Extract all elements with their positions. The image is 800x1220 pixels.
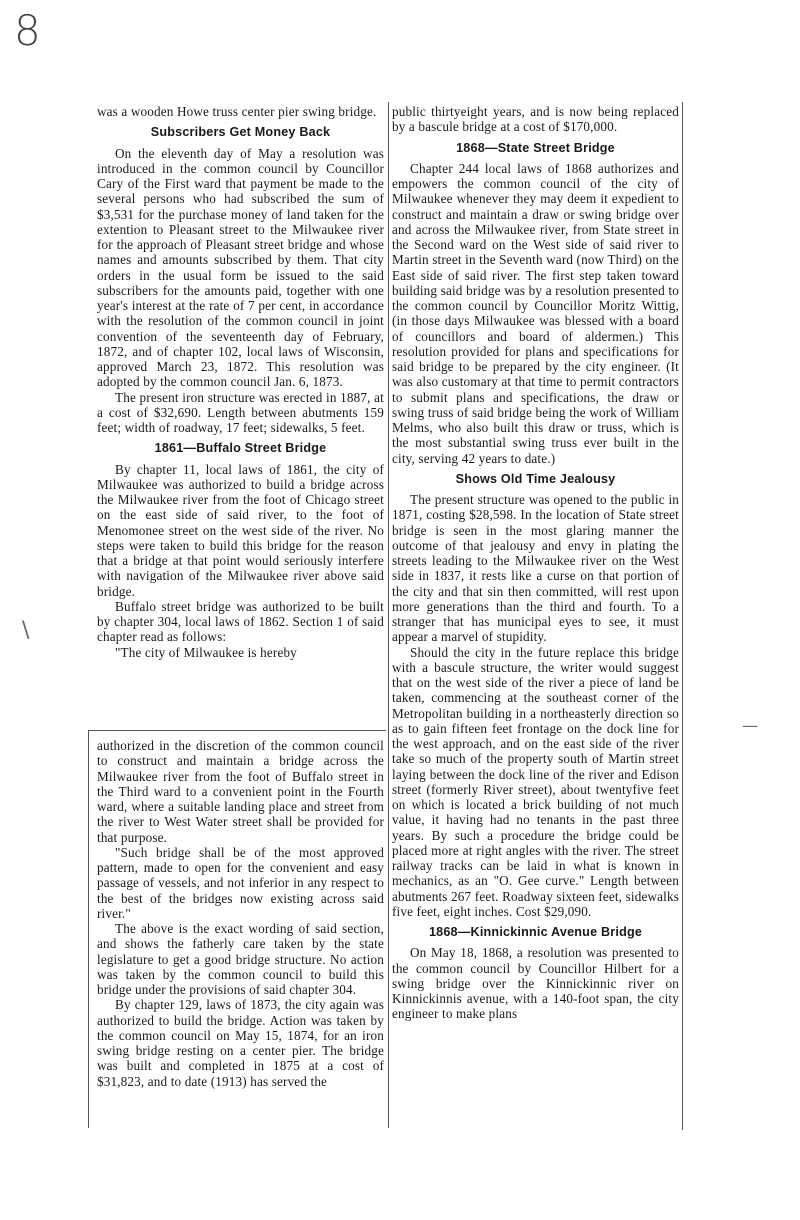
- section-heading: 1868—Kinnickinnic Avenue Bridge: [428, 925, 643, 939]
- paragraph: Chapter 244 local laws of 1868 authorizes and empowers the common council of the city of Milwaukee whenever they may deem it expedient to construct and maintain a draw or swing bridge over and across the Milwaukee river, from State street in the Second ward on the West side of said river to Martin street in the Seventh ward (now Third) on the East side of said river. The first step taken toward building said bridge was by a resolution presented to the common council by Councillor Moritz Wittig, (in those days Milwaukee was blessed with a board of councillors and board of aldermen.) This resolution provided for plans and specifications for said bridge to be prepared by the city engineer. (It was also customary at that time to permit contractors to submit plans and specifications, the draw or swing truss of said bridge being the work of William Melms, who also built this draw or truss, which is the most substantial swing truss ever built in the city, serving 42 years to date.): [392, 160, 680, 466]
- section-heading: 1868—State Street Bridge: [456, 140, 615, 155]
- paragraph: "The city of Milwaukee is hereby: [115, 644, 297, 660]
- paragraph: Buffalo street bridge was authorized to be built by chapter 304, local laws of 1862. Section 1 of said chapter read as follows:: [97, 598, 384, 645]
- paragraph: "Such bridge shall be of the most approved pattern, made to open for the convenient and easy passage of vessels, and not inferior in any respect to the best of the bridges now existing across said river.": [97, 844, 384, 921]
- margin-tick-right: —: [742, 716, 758, 735]
- paragraph: authorized in the discretion of the common council to construct and maintain a bridge across the Milwaukee river from the foot of Buffalo street in the Third ward to a convenient point in the Fourth ward, where a suitable landing place and street from the river to West Water street shall be provided for that purpose.: [97, 738, 384, 845]
- section-heading: Shows Old Time Jealousy: [455, 471, 616, 486]
- column-break-rule: [88, 730, 386, 731]
- paragraph: On the eleventh day of May a resolution was introduced in the common council by Councillor Cary of the First ward that payment be made to the several persons who had subscribed the sum of $3,531 for the purchase money of land taken for the extention to Pleasant street to the Milwaukee river for the approach of Pleasant street bridge and whose names and amounts subscribed by them. That city orders in the usual form be issued to the said subscribers for the amounts paid, together with one year's interest at the rate of 7 per cent, in accordance with the resolution of the common council in joint convention of the seventeenth day of February, 1872, and of chapter 102, local laws of Wisconsin, approved March 23, 1872. This resolution was adopted by the common council Jan. 6, 1873.: [97, 145, 384, 390]
- paragraph: public thirtyeight years, and is now being replaced by a bascule bridge at a cost of $170,000.: [392, 104, 679, 135]
- margin-tick-left: \: [22, 618, 30, 643]
- article-column-right: [392, 104, 679, 1022]
- paragraph: The present iron structure was erected in 1887, at a cost of $32,690. Length between abutments 159 feet; width of roadway, 17 feet; sidewalks, 5 feet.: [97, 389, 384, 435]
- article-column-left-lower: [97, 738, 384, 1089]
- page-number: 8: [14, 6, 41, 55]
- paragraph: The present structure was opened to the public in 1871, costing $28,598. In the location of State street bridge is seen in the most glaring manner the outcome of that jealousy and envy in plating the streets leading to the Milwaukee river on the West side in 1837, it rests like a curse on that portion of the city and that sin then committed, will rest upon more generations than the third and fourth. To a stranger that has municipal eyes to see, it must appear a marvel of stupidity.: [392, 492, 679, 645]
- column-rule-middle: [388, 102, 389, 1128]
- paragraph: On May 18, 1868, a resolution was presented to the common council by Councillor Hilbert for a swing bridge over the Kinnickinnic river on Kinnickinnis avenue, with a 140-foot span, the city engineer to make plans: [392, 945, 679, 1022]
- section-heading: Subscribers Get Money Back: [150, 125, 331, 140]
- column-rule-left-lower: [88, 730, 89, 1128]
- paragraph: Should the city in the future replace this bridge with a bascule structure, the writer would suggest that on the west side of the river a piece of land be taken, commencing at the southeast corner of the Metropolitan building in a northeasterly direction so as to gain fifteen feet frontage on the dock line for the west approach, and on the east side of the river take so much of the property south of Martin street laying between the dock line of the river and Edison street (formerly River street), about twentyfive feet on which is located a brick building of not much value, it having had no tenants in the past three years. By such a procedure the bridge could be placed more at right angles with the river. The street railway tracks can be laid in what is known in mechanics, as an "O. Gee curve." Length between abutments 267 feet. Roadway sixteen feet, sidewalks five feet, eight inches. Cost $29,090.: [392, 644, 679, 919]
- paragraph: By chapter 11, local laws of 1861, the city of Milwaukee was authorized to build a bridge across the Milwaukee river from the foot of Chicago street on the east side of said river, to the foot of Menomonee street on the west side of the river. No steps were taken to build this bridge for the reason that a bridge at that point would seriously interfere with navigation of the Milwaukee river above said bridge.: [97, 461, 384, 599]
- article-column-left-upper: [97, 104, 384, 660]
- paragraph: By chapter 129, laws of 1873, the city again was authorized to build the bridge. Action was taken by the common council on May 15, 1874, for an iron swing bridge resting on a center pier. The bridge was built and completed in 1875 at a cost of $31,823, and to date (1913) has served the: [97, 997, 384, 1089]
- section-heading: 1861—Buffalo Street Bridge: [154, 441, 327, 456]
- column-rule-right: [682, 102, 683, 1130]
- paragraph: was a wooden Howe truss center pier swing bridge.: [97, 104, 377, 119]
- paragraph: The above is the exact wording of said section, and shows the fatherly care taken by the state legislature to get a good bridge structure. No action was taken by the common council to build this bridge under the provisions of said chapter 304.: [97, 921, 384, 997]
